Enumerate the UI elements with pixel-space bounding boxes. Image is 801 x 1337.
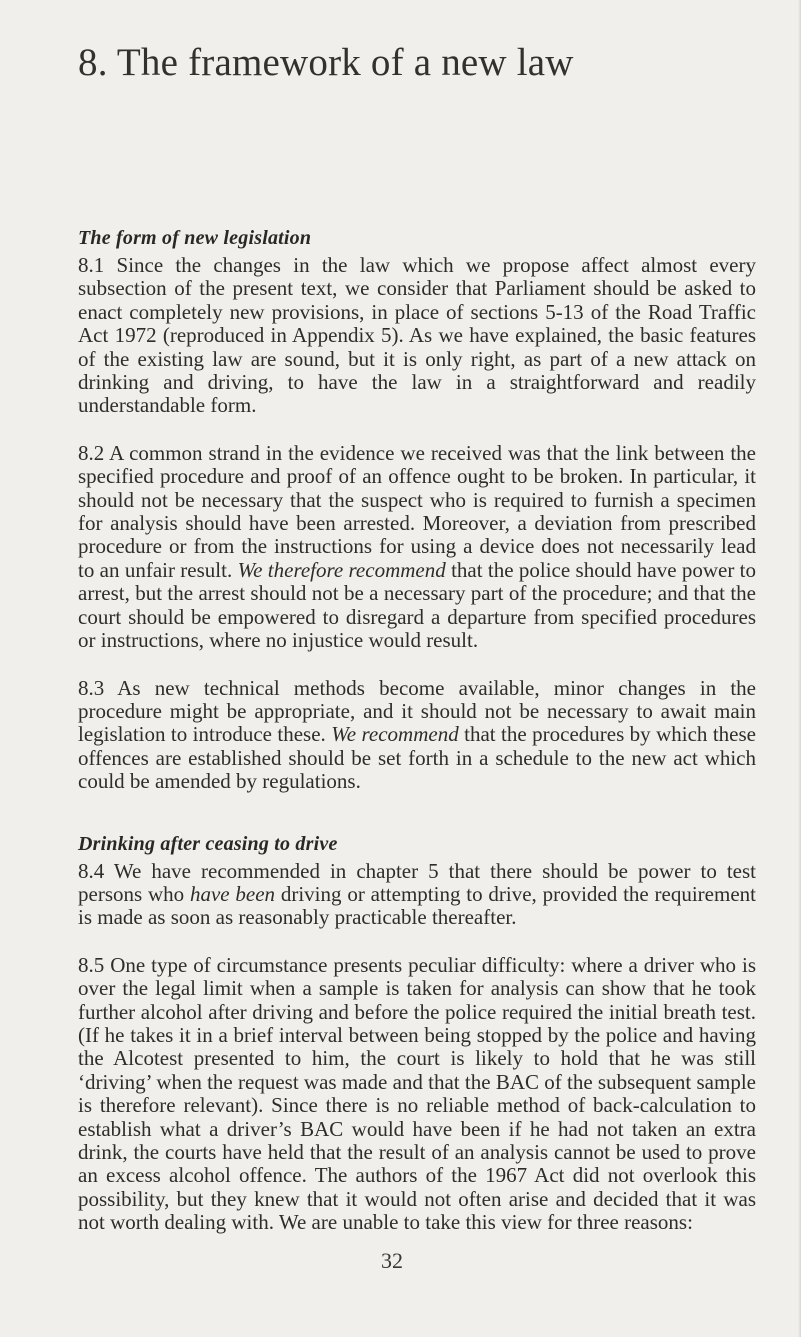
paragraph: [78, 677, 756, 794]
paragraph: [78, 442, 756, 653]
page-number: 32: [381, 1248, 403, 1273]
paragraph-text: that the procedures by which these offences are established should be set forth in a schedule to the new act which could be amended by regulations.: [78, 722, 756, 794]
paragraph-text: 8.2 A common strand in the evidence we received was that the link between the specified procedure and proof of an offence ought to be broken. In particular, it should not be necessary that the suspect who is required to furnish a specimen for analysis should have been arrested. Moreover, a deviation from prescribed procedure or from the instructions for using a device does not necessarily lead to an unfair result.: [78, 440, 756, 582]
document-body: [78, 224, 756, 1235]
section-heading: Drinking after ceasing to drive: [78, 832, 338, 855]
section: [78, 224, 756, 794]
emphasis-text: have been: [189, 881, 276, 906]
paragraph-text: 8.4 We have recommended in chapter 5 that there should be power to test persons who: [78, 858, 756, 906]
emphasis-text: We therefore recommend: [237, 557, 446, 582]
chapter-title: 8. The framework of a new law: [78, 41, 574, 84]
paragraph-text: 8.5 One type of circumstance presents peculiar difficulty: where a driver who is over the legal limit when a sample is taken for analysis can show that he took further alcohol after driving and before the police required the initial breath test. (If he takes it in a brief interval between being stopped by the police and having the Alcotest presented to him, the court is likely to hold that he was still ‘driving’ when the request was made and that the BAC of the subsequent sample is therefore relevant). Since there is no reliable method of back-calculation to establish what a driver’s BAC would have been if he had not taken an extra drink, the courts have held that the result of an analysis cannot be used to prove an excess alcohol offence. The authors of the 1967 Act did not overlook this possibility, but they knew that it would not often arise and decided that it was not worth dealing with. We are unable to take this view for three reasons:: [78, 952, 756, 1235]
paragraph: [78, 954, 756, 1235]
section: [78, 830, 756, 1235]
paragraph-text: that the police should have power to arrest, but the arrest should not be a necessary part of the procedure; and that the court should be empowered to disregard a departure from specified procedures or instructions, where no injustice would result.: [78, 557, 757, 653]
paragraph-text: driving or attempting to drive, provided the requirement is made as soon as reasonably practicable thereafter.: [78, 881, 756, 930]
emphasis-text: We recommend: [331, 722, 459, 747]
paragraph-text: 8.3 As new technical methods become available, minor changes in the procedure might be appropriate, and it should not be necessary to await main legislation to introduce these.: [78, 675, 756, 747]
paragraph: [78, 254, 756, 418]
section-heading: The form of new legislation: [78, 227, 312, 249]
paragraph: [78, 860, 756, 930]
paragraph-text: 8.1 Since the changes in the law which we propose affect almost every subsection of the present text, we consider that Parliament should be asked to enact completely new provisions, in place of sections 5-13 of the Road Traffic Act 1972 (reproduced in Appendix 5). As we have explained, the basic features of the existing law are sound, but it is only right, as part of a new attack on drinking and driving, to have the law in a straightforward and readily understandable form.: [78, 253, 756, 418]
